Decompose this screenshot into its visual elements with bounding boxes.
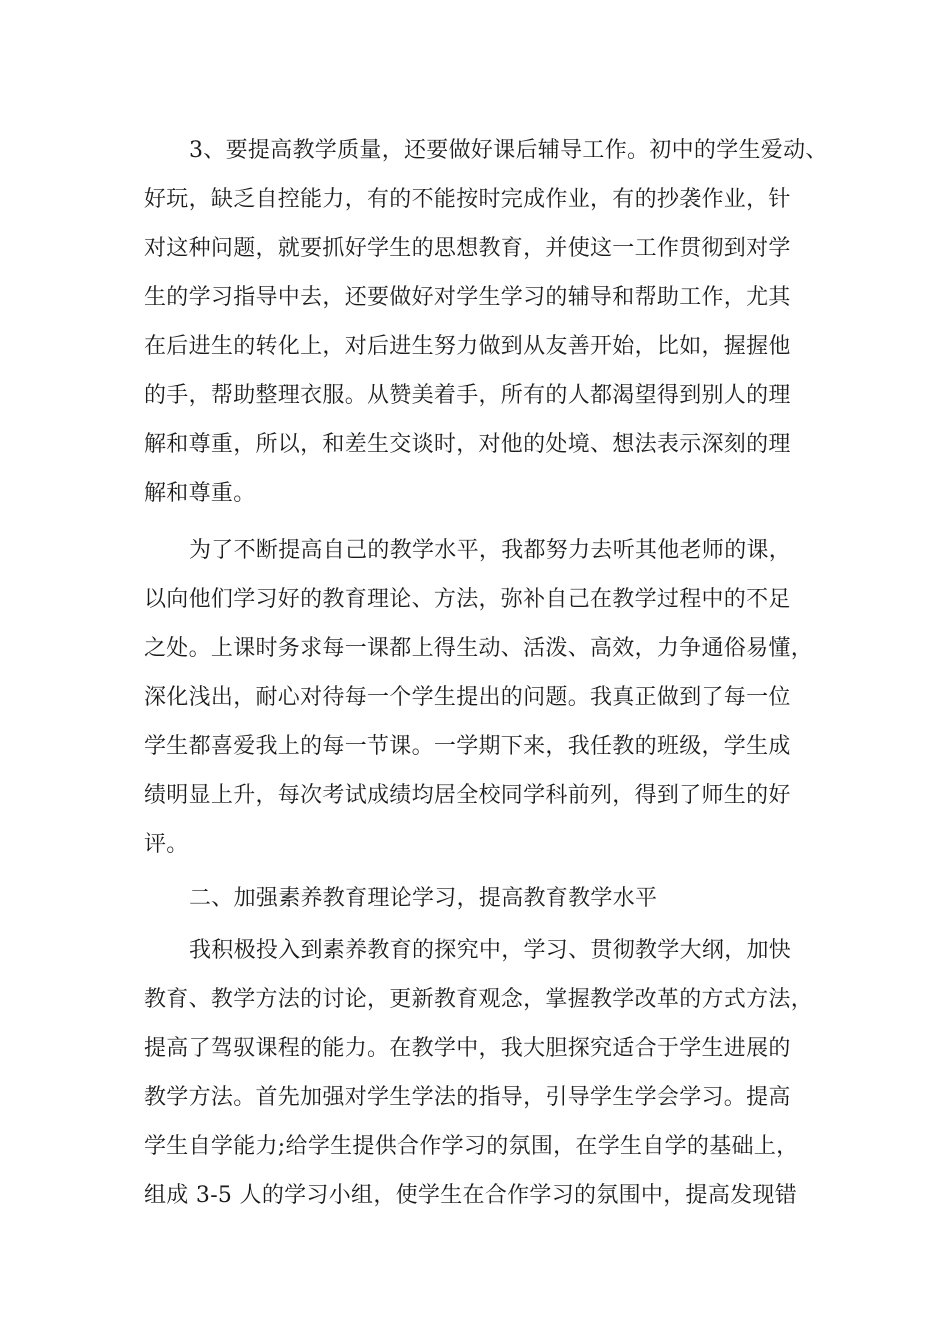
paragraph-2-line-7: 评。 (144, 832, 189, 857)
paragraph-3-line-4: 教学方法。首先加强对学生学法的指导，引导学生学会学习。提高 (144, 1085, 791, 1110)
paragraph-1-line-6: 的手，帮助整理衣服。从赞美着手，所有的人都渴望得到别人的理 (144, 383, 791, 408)
paragraph-1-line-8: 解和尊重。 (144, 481, 256, 506)
paragraph-2-line-5: 学生都喜爱我上的每一节课。一学期下来，我任教的班级，学生成 (144, 734, 791, 759)
paragraph-1-line-2: 好玩，缺乏自控能力，有的不能按时完成作业，有的抄袭作业，针 (144, 187, 791, 212)
paragraph-2-line-2: 以向他们学习好的教育理论、方法，弥补自己在教学过程中的不足 (144, 587, 791, 612)
paragraph-2-line-3: 之处。上课时务求每一课都上得生动、活泼、高效，力争通俗易懂， (144, 636, 814, 661)
paragraph-1-line-4: 生的学习指导中去，还要做好对学生学习的辅导和帮助工作，尤其 (144, 285, 791, 310)
paragraph-3-line-5: 学生自学能力;给学生提供合作学习的氛围，在学生自学的基础上， (144, 1134, 799, 1159)
paragraph-1-line-7: 解和尊重，所以，和差生交谈时，对他的处境、想法表示深刻的理 (144, 432, 791, 457)
paragraph-1-line-1: 3、要提高教学质量，还要做好课后辅导工作。初中的学生爱动、 (189, 138, 828, 163)
paragraph-3-line-2: 教育、教学方法的讨论，更新教育观念，掌握教学改革的方式方法， (144, 987, 814, 1012)
paragraph-3-line-6: 组成 3-5 人的学习小组，使学生在合作学习的氛围中，提高发现错 (144, 1183, 798, 1208)
paragraph-2-line-1: 为了不断提高自己的教学水平，我都努力去听其他老师的课， (189, 538, 792, 563)
paragraph-1-line-3: 对这种问题，就要抓好学生的思想教育，并使这一工作贯彻到对学 (144, 236, 791, 261)
paragraph-3-line-1: 我积极投入到素养教育的探究中，学习、贯彻教学大纲，加快 (189, 938, 792, 963)
paragraph-1-line-5: 在后进生的转化上，对后进生努力做到从友善开始，比如，握握他 (144, 334, 791, 359)
paragraph-3-line-3: 提高了驾驭课程的能力。在教学中，我大胆探究适合于学生进展的 (144, 1036, 791, 1061)
section-heading: 二、加强素养教育理论学习，提高教育教学水平 (189, 886, 658, 911)
paragraph-2-line-6: 绩明显上升，每次考试成绩均居全校同学科前列，得到了师生的好 (144, 783, 791, 808)
paragraph-2-line-4: 深化浅出，耐心对待每一个学生提出的问题。我真正做到了每一位 (144, 685, 791, 710)
